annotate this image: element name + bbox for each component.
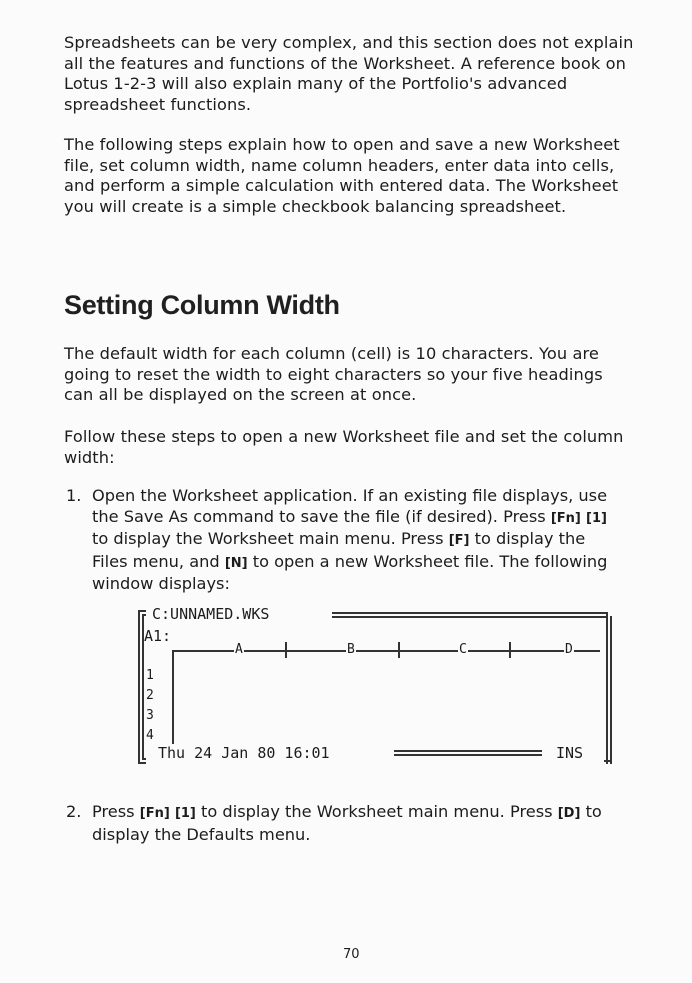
page-number: 70: [343, 947, 360, 962]
column-b-header: B: [347, 642, 355, 657]
key-1: [1]: [586, 510, 607, 526]
row-4-label: 4: [146, 728, 154, 743]
key-n: [N]: [224, 555, 248, 571]
section-heading: Setting Column Width: [64, 290, 340, 320]
step-text: Press [Fn] [1] to display the Worksheet main menu. Press [D] to display the Defaults menu.: [92, 802, 602, 844]
intro-paragraph-1: Spreadsheets can be very complex, and this section does not explain all the features and functions of the Worksheet. A reference book on Lotus 1-2-3 will also explain many of the Portfolio's advanced spreadsheet functions.: [64, 33, 634, 114]
key-f: [F]: [448, 533, 470, 548]
status-mode: INS: [556, 744, 584, 762]
step-number: 2.: [66, 802, 82, 821]
window-title: C:UNNAMED.WKS: [152, 605, 270, 623]
step-text: Open the Worksheet application. If an existing file displays, use the Save As command to save the file (if desired). Press [Fn] [1] to display the Worksheet main menu. Press [F] to display the Files menu, and [N] to open a new Worksheet file. The following window displays:: [92, 486, 608, 593]
section-paragraph-1: The default width for each column (cell) is 10 characters. You are going to reset the width to eight characters so your five headings can all be displayed on the screen at once.: [64, 344, 603, 404]
row-1-label: 1: [146, 668, 154, 683]
status-date: Thu 24 Jan 80 16:01: [158, 744, 330, 762]
column-a-header: A: [235, 642, 243, 657]
key-fn: [Fn]: [550, 510, 581, 526]
intro-paragraph-2: The following steps explain how to open and save a new Worksheet file, set column width, name column headers, enter data into cells, and perform a simple calculation with entered data. The Worksheet you will create is a simple checkbook balancing spreadsheet.: [64, 135, 620, 216]
row-3-label: 3: [146, 708, 154, 723]
cell-indicator: A1:: [144, 627, 172, 645]
worksheet-window: [136, 602, 610, 772]
key-1: [1]: [174, 806, 196, 821]
column-d-header: D: [565, 642, 573, 657]
column-c-header: C: [459, 642, 467, 657]
row-2-label: 2: [146, 688, 154, 703]
key-d: [D]: [557, 806, 581, 821]
key-fn: [Fn]: [139, 806, 170, 821]
section-paragraph-2: Follow these steps to open a new Worksheet file and set the column width:: [64, 427, 624, 467]
step-number: 1.: [66, 486, 82, 505]
